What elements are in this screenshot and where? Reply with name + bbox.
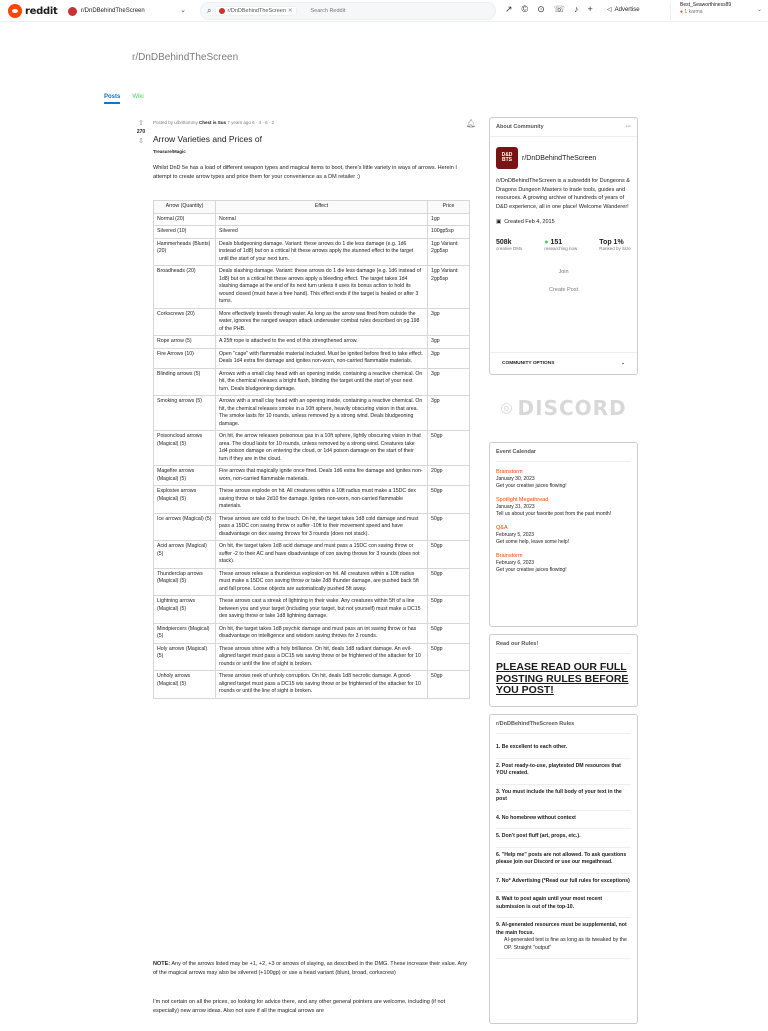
- event-date: January 31, 2023: [496, 504, 535, 510]
- rule-item[interactable]: [496, 892, 631, 918]
- table-cell-name: Explosive arrows (Magical) (5): [154, 486, 216, 514]
- rule-title: 2. Post ready-to-use, playtested DM resources that YOU created.: [496, 762, 621, 776]
- table-cell-price: 50gp: [428, 513, 470, 541]
- sidebar: [489, 117, 638, 1031]
- stat-value: 508k: [496, 239, 512, 246]
- event-calendar-card: [489, 442, 638, 627]
- event-item[interactable]: [496, 553, 631, 574]
- upvote-icon[interactable]: ⇧: [138, 120, 144, 127]
- table-row: [154, 368, 470, 396]
- community-stats: [490, 229, 637, 255]
- table-cell-effect: A 25ft rope is attached to the end of this strengthened arrow.: [216, 336, 428, 349]
- vote-count: 270: [136, 129, 146, 135]
- table-row: [154, 513, 470, 541]
- table-header: Effect: [216, 201, 428, 214]
- note-label: NOTE:: [153, 961, 171, 967]
- table-cell-effect: Deals slashing damage. Variant: these arrows do 1 die less damage (e.g. 1d6 instead of 1d8) but on a critical hit these arrows apply a bleeding effect. The target takes 1d4 slashing damage at the end of its next turn unless it uses its bonus action to hold its wound closed (must have a free hand). This effect ends if the target is healed or after 3 turns.: [216, 266, 428, 309]
- stat-label: creative DMs: [496, 246, 523, 251]
- top-navbar: [0, 0, 768, 22]
- discord-icon: ◎: [500, 400, 514, 416]
- event-desc: Get your creative juices flowing!: [496, 567, 567, 573]
- tab-wiki[interactable]: Wiki: [132, 94, 144, 100]
- table-row: [154, 643, 470, 671]
- advertise-button[interactable]: [607, 6, 640, 13]
- karma-icon: ●: [680, 9, 684, 15]
- rules-link[interactable]: PLEASE READ OUR FULL POSTING RULES BEFORE YOU POST!: [496, 661, 629, 696]
- table-cell-price: 3gp: [428, 348, 470, 368]
- table-cell-price: 50gp: [428, 541, 470, 569]
- advertise-label: Advertise: [614, 6, 640, 13]
- created-label: Created Feb 4, 2015: [504, 219, 555, 225]
- table-cell-effect: On hit, the arrow releases poisonous gas in a 10ft sphere, lightly obscuring vision in that area. The cloud lasts for 10 rounds, unless removed by a strong wind. Creatures take 1d4 poison damage on entering the cloud, or 1d4 poison damage on the start of their turn if they are in the cloud.: [216, 431, 428, 466]
- read-rules-heading: Read our Rules!: [496, 635, 631, 654]
- rule-item[interactable]: [496, 811, 631, 830]
- rule-item[interactable]: [496, 918, 631, 959]
- stat-label: researching now: [544, 246, 578, 251]
- event-desc: Get your creative juices flowing!: [496, 483, 567, 489]
- rule-title: 4. No homebrew without context: [496, 814, 576, 821]
- table-cell-name: Poisoncloud arrows (Magical) (5): [154, 431, 216, 466]
- table-row: [154, 486, 470, 514]
- created-date: [490, 215, 637, 229]
- table-cell-name: Acid arrows (Magical) (5): [154, 541, 216, 569]
- table-cell-effect: On hit, the target takes 1d8 psychic damage and must pass an int saving throw or has disadvantage on intelligence and wisdom saving throws for 3 rounds.: [216, 623, 428, 643]
- table-cell-price: 50gp: [428, 431, 470, 466]
- reddit-logo[interactable]: [8, 4, 57, 18]
- table-row: [154, 238, 470, 266]
- table-cell-price: 3gp: [428, 308, 470, 336]
- rule-item[interactable]: [496, 848, 631, 874]
- table-header-row: [154, 201, 470, 214]
- cake-icon: ▣: [496, 219, 502, 225]
- event-title: Brainstorm: [496, 553, 523, 559]
- stat-members: [496, 239, 522, 251]
- table-cell-effect: Deals bludgeoning damage. Variant: these arrows do 1 die less damage (e.g. 1d6 instead of 1d8) but on a critical hit these arrows apply the stunned effect to the target until the start of your next turn.: [216, 238, 428, 266]
- about-description: /r/DnDBehindTheScreen is a subreddit for Dungeons & Dragons Dungeon Masters to trade tools, guides and resources. A growing archive of hundreds of years of D&D experience, all in one place! Welcome Wanderer!: [496, 178, 630, 210]
- table-cell-name: Corkscrews (20): [154, 308, 216, 336]
- table-header: Price: [428, 201, 470, 214]
- post-card: [130, 113, 480, 1024]
- subreddit-icon: [219, 8, 225, 14]
- rule-item[interactable]: [496, 785, 631, 811]
- table-row: [154, 308, 470, 336]
- table-cell-price: 50gp: [428, 486, 470, 514]
- read-rules-card: [489, 634, 638, 707]
- discord-banner[interactable]: [489, 382, 638, 434]
- search-community-chip[interactable]: [215, 6, 296, 16]
- rule-item[interactable]: [496, 874, 631, 893]
- table-cell-price: 50gp: [428, 671, 470, 699]
- table-cell-price: 50gp: [428, 568, 470, 596]
- table-cell-price: 50gp: [428, 623, 470, 643]
- search-icon: ⌕: [207, 6, 212, 15]
- table-cell-effect: More effectively travels through water. As long as the arrow was fired from outside the water, ignores the ranged weapon attack underwater combat rules described on pg.198 of the PHB.: [216, 308, 428, 336]
- table-cell-name: Normal (20): [154, 213, 216, 226]
- rule-item[interactable]: [496, 740, 631, 759]
- karma-count: 1 karma: [684, 9, 703, 15]
- popular-icon[interactable]: ↗: [505, 4, 513, 14]
- note-text: Any of the arrows listed may be +1, +2, +3 or arrows of slaying, as described in the DMG. These increase their value. Any of the magical arrows may also be silvered (+100gp) or use a head variant (blunt, broad, corkscrew): [153, 961, 468, 976]
- table-row: [154, 336, 470, 349]
- online-dot-icon: ●: [544, 239, 549, 246]
- table-cell-effect: Normal: [216, 213, 428, 226]
- search-input[interactable]: Search Reddit: [310, 8, 346, 14]
- search-bar[interactable]: [200, 2, 496, 20]
- post-meta: [153, 120, 274, 125]
- about-community-name[interactable]: r/DnDBehindTheScreen: [522, 154, 597, 162]
- downvote-icon[interactable]: ⇩: [138, 138, 144, 145]
- more-options-icon[interactable]: ···: [625, 124, 631, 130]
- post-intro: Whilst DnD 5e has a load of different weapon types and magical items to boot, there's little variety in ways of arrows. Herein I attempt to create arrow types and price them for your convenience as a DM retailer :): [153, 165, 457, 180]
- table-cell-effect: On hit, the target takes 1d8 acid damage and must pass a 15DC con saving throw or suffer -2 to their AC and have disadvantage of con saving throws for 3 rounds (does not stack).: [216, 541, 428, 569]
- table-cell-price: 3gp: [428, 368, 470, 396]
- reddit-logo-text: reddit: [25, 5, 58, 17]
- stat-value: Top 1%: [599, 239, 624, 246]
- table-row: [154, 431, 470, 466]
- camera-icon[interactable]: ⊙: [537, 4, 545, 14]
- notification-icon[interactable]: ♪: [574, 4, 579, 14]
- table-cell-price: 50gp: [428, 643, 470, 671]
- chat-icon[interactable]: ☏: [553, 4, 565, 14]
- post-time: 7 years ago: [227, 120, 251, 125]
- table-cell-effect: Silvered: [216, 226, 428, 239]
- post-note: [153, 960, 469, 977]
- event-desc: Get some help, leave some help!: [496, 539, 570, 545]
- table-cell-name: Thunderclap arrows (Magical) (5): [154, 568, 216, 596]
- post-author[interactable]: Posted by u/brittommy: [153, 120, 198, 125]
- rule-item[interactable]: [496, 759, 631, 785]
- vote-controls: [134, 119, 148, 145]
- table-header: Arrow (Quantity): [154, 201, 216, 214]
- community-tabs: [104, 94, 144, 104]
- event-desc: Tell us about your favorite post from the past month!: [496, 511, 612, 517]
- bell-icon[interactable]: 🔔︎: [465, 119, 476, 128]
- table-cell-effect: These arrows reek of unholy corruption. On hit, deals 1d8 necrotic damage. A good-aligned target must pass a DC15 wis saving throw or be frightened of the attacker for 10 rounds or until the line of sight is broken.: [216, 671, 428, 699]
- about-community-card: [489, 117, 638, 375]
- event-date: February 6, 2023: [496, 560, 535, 566]
- table-row: [154, 213, 470, 226]
- rule-title: 3. You must include the full body of your text in the post: [496, 788, 622, 802]
- table-cell-effect: Arrows with a small clay head with an opening inside, containing a reactive chemical. On hit, the chemical releases smoke in a 10ft sphere, heavily obscuring vision in that area. The smoke lasts for 10 rounds, unless removed by a strong wind. Deals bludgeoning damage.: [216, 396, 428, 431]
- post-title[interactable]: Arrow Varieties and Prices of: [153, 134, 262, 144]
- author-flair: Chest is Sus: [199, 120, 227, 125]
- table-row: [154, 671, 470, 699]
- stat-value: 151: [550, 239, 563, 246]
- event-item[interactable]: [496, 525, 631, 546]
- event-item[interactable]: [496, 469, 631, 490]
- table-row: [154, 466, 470, 486]
- header-icons: [505, 4, 593, 15]
- chevron-down-icon: ⌄: [756, 7, 762, 13]
- rule-title: 6. "Help me" posts are not allowed. To ask questions please join our Discord or use our megathread.: [496, 851, 627, 865]
- table-cell-price: 50gp: [428, 596, 470, 624]
- table-cell-name: Ice arrows (Magical) (5): [154, 513, 216, 541]
- table-cell-name: Smoking arrows (5): [154, 396, 216, 431]
- event-date: February 5, 2023: [496, 532, 535, 538]
- table-cell-name: Broadheads (20): [154, 266, 216, 309]
- create-post-button[interactable]: Create Post: [548, 287, 579, 293]
- table-cell-name: Mindpiercers (Magical) (5): [154, 623, 216, 643]
- table-cell-name: Blinding arrows (5): [154, 368, 216, 396]
- table-row: [154, 568, 470, 596]
- table-cell-effect: These arrows release a thunderous explosion on hit. All creatures within a 10ft radius must make a 15DC con saving throw or take 2d8 thunder damage, are pushed back 5ft and fall prone. Loose objects are automatically pushed 5ft away.: [216, 568, 428, 596]
- join-button[interactable]: Join: [558, 269, 569, 275]
- community-selector-label: r/DnDBehindTheScreen: [81, 8, 145, 14]
- subreddit-rules-card: [489, 714, 638, 1024]
- table-cell-effect: These arrows are cold to the touch. On hit, the target takes 1d8 cold damage and must pass a 15DC con saving throw or suffer -10ft to their movement speed and have disadvantage on dex saving throws for 3 rounds (does not stack).: [216, 513, 428, 541]
- post-outro: I'm not certain on all the prices, so looking for advice there, and any other general pointers are welcome, including (if not especially) new arrow ideas. Also not sure if all the magical arrows are: [153, 999, 446, 1014]
- reddit-logo-icon: [8, 4, 22, 18]
- chevron-down-icon: ⌄: [620, 361, 625, 366]
- user-menu[interactable]: [670, 2, 762, 20]
- table-cell-name: Holy arrows (Magical) (5): [154, 643, 216, 671]
- table-cell-price: 3gp: [428, 396, 470, 431]
- about-heading: About Community: [496, 124, 544, 130]
- community-logo: D&D BTS: [496, 147, 518, 169]
- chevron-down-icon: ⌄: [180, 7, 186, 14]
- subreddit-icon: [68, 7, 77, 16]
- rule-title: 9. AI-generated resources must be supplemental, not the main focus.: [496, 922, 627, 936]
- create-post-icon[interactable]: +: [587, 4, 593, 14]
- rule-title: 7. No* Advertising (*Read our full rules for exceptions): [496, 877, 630, 884]
- table-cell-name: Rope arrow (5): [154, 336, 216, 349]
- community-options-label: COMMUNITY OPTIONS: [502, 361, 555, 366]
- discord-text: DISCORD: [517, 396, 627, 420]
- event-title: Spotlight Megathread: [496, 497, 549, 503]
- event-date: January 30, 2023: [496, 476, 535, 482]
- event-item[interactable]: [496, 497, 631, 518]
- megaphone-icon: ◁: [607, 7, 612, 13]
- table-row: [154, 348, 470, 368]
- coins-icon[interactable]: ©: [521, 4, 529, 14]
- table-cell-price: 1gp Variant: 2gp5sp: [428, 266, 470, 309]
- table-cell-price: 20gp: [428, 466, 470, 486]
- tab-posts[interactable]: Posts: [104, 94, 120, 104]
- table-row: [154, 541, 470, 569]
- stat-rank: [599, 239, 631, 251]
- stat-online: [544, 239, 577, 251]
- event-title: Brainstorm: [496, 469, 523, 475]
- table-cell-name: Silvered (10): [154, 226, 216, 239]
- table-cell-effect: Fire arrows that magically ignite once fired. Deals 1d6 extra fire damage and ignites non-worn, non-carried flammable materials.: [216, 466, 428, 486]
- rule-description: AI-generated text is fine as long as its tweaked by the OP. Straight "output": [504, 937, 627, 951]
- awards-count[interactable]: 6 · 4 · 6 · 2: [252, 120, 275, 125]
- community-name-heading: r/DnDBehindTheScreen: [132, 52, 239, 63]
- table-cell-price: 1gp Variant: 2gp5sp: [428, 238, 470, 266]
- table-cell-name: Hammerheads (Blunts) (20): [154, 238, 216, 266]
- community-selector[interactable]: [68, 3, 190, 19]
- stat-label: Ranked by Size: [599, 246, 631, 251]
- rule-title: 8. Wait to post again until your most recent submission is out of the top-10.: [496, 896, 603, 910]
- rules-heading: r/DnDBehindTheScreen Rules: [496, 715, 631, 734]
- table-cell-name: Magefire arrows (Magical) (5): [154, 466, 216, 486]
- table-row: [154, 266, 470, 309]
- table-row: [154, 396, 470, 431]
- table-cell-name: Unholy arrows (Magical) (5): [154, 671, 216, 699]
- event-title: Q&A: [496, 525, 508, 531]
- table-cell-name: Lightning arrows (Magical) (5): [154, 596, 216, 624]
- table-cell-effect: These arrows explode on hit. All creatures within a 10ft radius must make a 15DC dex saving throw or take 2d10 fire damage. Ignites non-worn, non-carried flammable materials.: [216, 486, 428, 514]
- event-calendar-heading: Event Calendar: [496, 443, 631, 462]
- search-chip-label: r/DnDBehindTheScreen: [227, 8, 286, 14]
- table-cell-name: Fire Arrows (10): [154, 348, 216, 368]
- table-cell-effect: These arrows shine with a holy brilliance. On hit, deals 1d8 radiant damage. An evil-aligned target must pass a DC15 wis saving throw or be frightened of the attacker for 10 rounds or until the line of sight is broken.: [216, 643, 428, 671]
- table-row: [154, 226, 470, 239]
- table-cell-price: 100gp5sp: [428, 226, 470, 239]
- table-cell-price: 3gp: [428, 336, 470, 349]
- rule-title: 5. Don't post fluff (art, props, etc.).: [496, 833, 581, 839]
- table-cell-effect: These arrows cast a streak of lightning in their wake. Any creatures within 5ft of a line between you and your target (including your target, but not yourself) must make a DC15 dex saving throw or take 1d8 lightning damage.: [216, 596, 428, 624]
- community-options[interactable]: [490, 352, 637, 374]
- table-cell-effect: Open "cage" with flammable material included. Must be ignited before fired to take effect. Deals 1d4 extra fire damage and ignites non-worn, non-carried flammable materials.: [216, 348, 428, 368]
- table-cell-price: 1gp: [428, 213, 470, 226]
- table-row: [154, 623, 470, 643]
- rule-title: 1. Be excellent to each other.: [496, 744, 568, 750]
- arrow-table: [153, 200, 470, 699]
- rule-item[interactable]: [496, 829, 631, 848]
- table-cell-effect: Arrows with a small clay head with an opening inside, containing a reactive chemical. On hit, the chemical releases a bright flash, blinding the target until the start of your next turn. Deals bludgeoning damage.: [216, 368, 428, 396]
- username: Best_Seaworthiness89: [680, 2, 732, 8]
- close-icon[interactable]: ✕: [287, 8, 293, 14]
- post-flair[interactable]: Treasure/Magic: [153, 149, 186, 154]
- table-row: [154, 596, 470, 624]
